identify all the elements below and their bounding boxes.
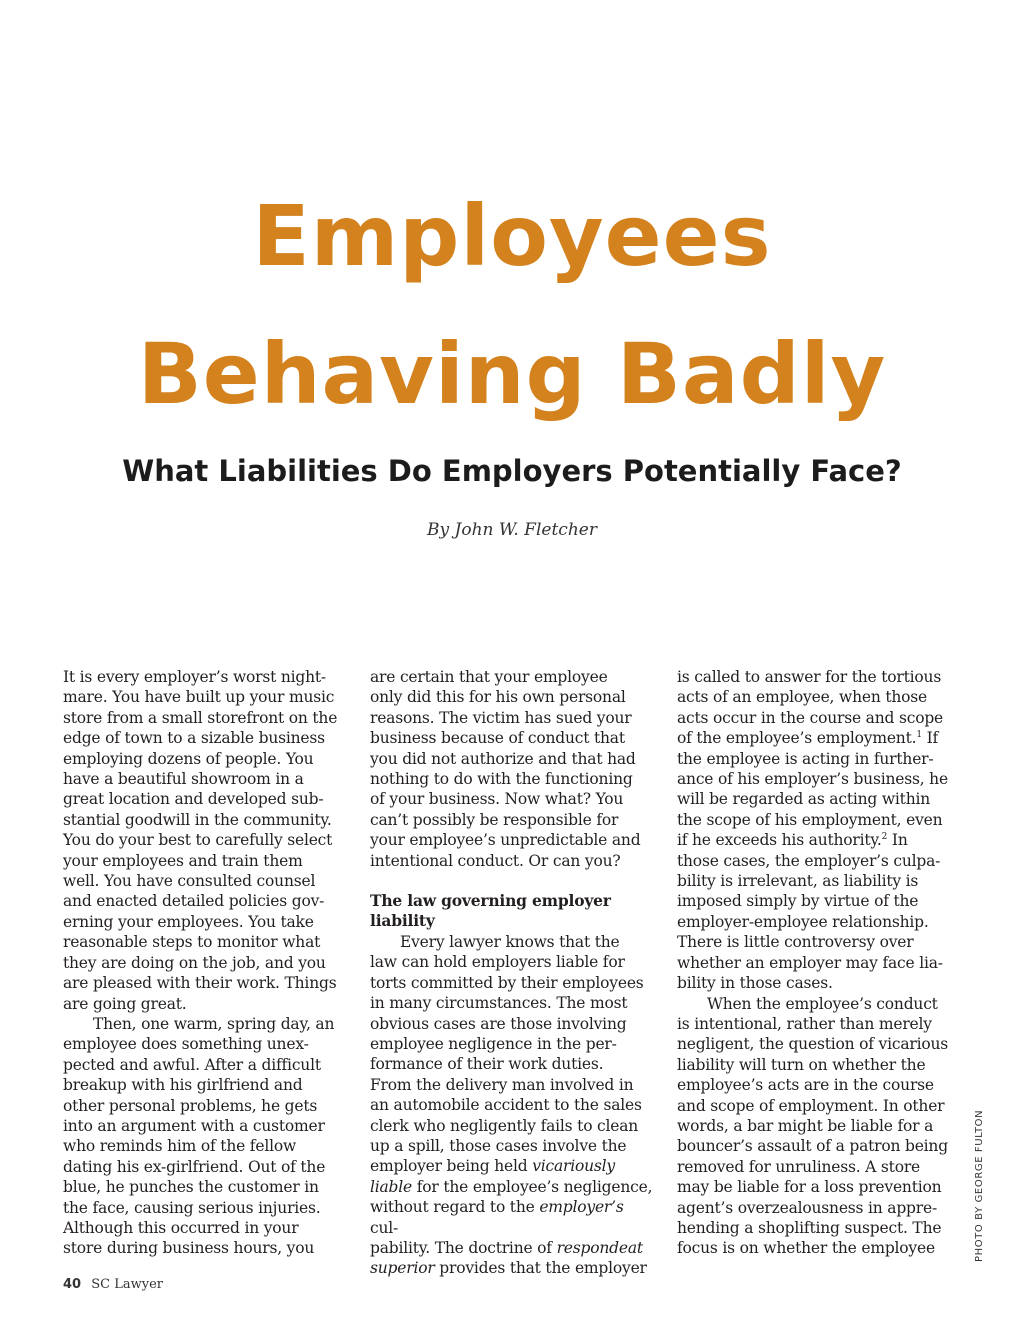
subtitle: What Liabilities Do Employers Potentially Face? [122,454,902,488]
footnote-2: 2 [881,832,888,843]
paragraph-intentional: When the employee’s conduct is intentional, rather than merely negligent, the question of vicarious liability will turn on whether the employee’s acts are in the course and scope of employment. In other words, a bar might be liable for a bouncer’s assault of a patron being removed for unruliness. A store may be liable for a loss prevention agent’s overzealousness in appre- hending a shoplifting suspect. The focus is on whether the employee [677,994,948,1258]
paragraph-law-a: Every lawyer knows that the law can hold employers liable for torts committed by their employees in many circumstances. The most obvious cases are those involving employee negligence in the per- formance of their work duties. From the delivery man involved in an automobile accident to the sales clerk who negligently fails to clean up a spill, those cases involve the employer being held vicariously liable for the employee’s negligence, without regard to the employer’s cul- pability. The doctrine of respondeat superior provides that the employer [370,932,653,1278]
page-footer [63,1276,163,1294]
title-line-1: Employees [252,187,772,285]
article-column-2 [370,667,656,1279]
page-number: 40 [63,1277,82,1292]
title-line-2: Behaving Badly [137,325,887,423]
paragraph-incident-b: are certain that your employee only did this for his own personal reasons. The victim has sued your business because of conduct that you did not authorize and that had nothing to do with the functioning of your business. Now what? You can’t possibly be responsible for your employee’s unpredictable and intentional conduct. Or can you? [370,668,641,870]
footnote-1: 1 [916,730,922,741]
paragraph-incident-a: Then, one warm, spring day, an employee does something unex- pected and awful. After a difficult breakup with his girlfriend and other personal problems, he gets into an argument with a customer who reminds him of the fellow dating his ex-girlfriend. Out of the blue, he punches the customer in the face, causing serious injuries. Although this occurred in your store during business hours, you [63,1014,335,1258]
article-column-3 [677,667,963,1259]
article-column-1 [63,667,349,1259]
publication-name: SC Lawyer [91,1277,163,1292]
paragraph-intro: It is every employer’s worst night- mare. You have built up your music store from a small storefront on the edge of town to a sizable business employing dozens of people. You have a beautiful showroom in a great location and developed sub- stantial goodwill in the community. You do your best to carefully select your employees and train them well. You have consulted counsel and enacted detailed policies gov- erning your employees. You take reasonable steps to monitor what they are doing on the job, and you are pleased with their work. Things are going great. [63,668,338,1013]
section-heading: The law governing employer liability [370,891,611,931]
photo-credit: PHOTO BY GEORGE FULTON [974,1109,985,1262]
paragraph-law-b: is called to answer for the tortious acts of an employee, when those acts occur in the course and scope of the employee’s employment.$^1$ If the employee is acting in further- ance of his employer’s business, he will be regarded as acting within the scope of his employment, even if he exceeds his authority.$^2$ In those cases, the employer’s culpa- bility is irrelevant, as liability is imposed simply by virtue of the employer-employee relationship. There is little controversy over whether an employer may face lia- bility in those cases. [677,668,948,993]
byline: By John W. Fletcher [427,520,597,540]
